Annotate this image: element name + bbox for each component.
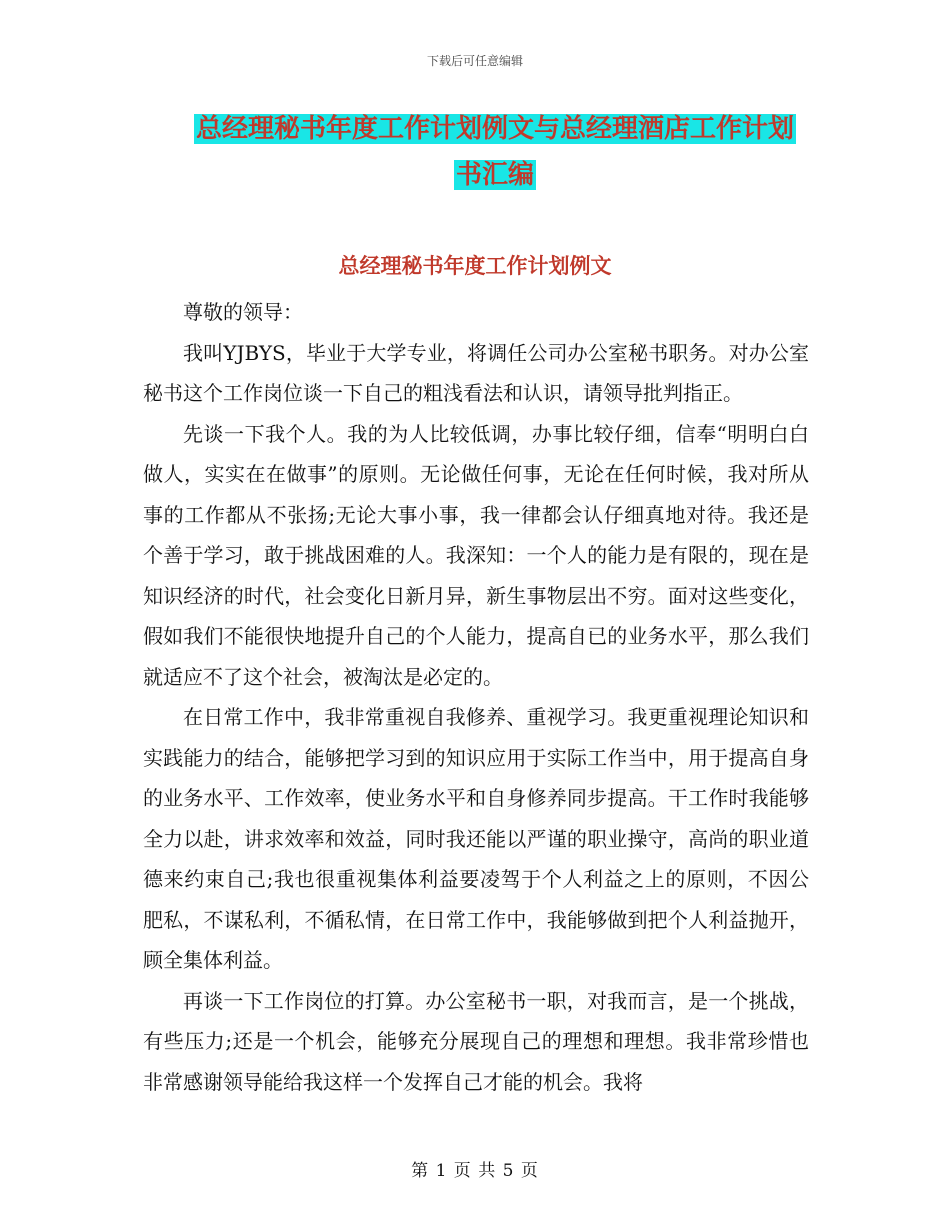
header-note: 下载后可任意编辑 [426,54,523,68]
document-title-line-1: 总经理秘书年度工作计划例文与总经理酒店工作计划 [195,114,794,144]
paragraph: 我叫YJBYS，毕业于大学专业，将调任公司办公室秘书职务。对办公室秘书这个工作岗位谈一下自己的粗浅看法和认识，请领导批判指正。 [143,340,809,405]
paragraph: 先谈一下我个人。我的为人比较低调，办事比较仔细，信奉“明明白白做人，实实在在做事”的原则。无论做任何事，无论在任何时候，我对所从事的工作都从不张扬;无论大事小事，我一律都会认仔细真地对待。我还是个善于学习，敢于挑战困难的人。我深知：一个人的能力是有限的，现在是知识经济的时代，社会变化日新月异，新生事物层出不穷。面对这些变化，假如我们不能很快地提升自己的个人能力，提高自已的业务水平，那么我们就适应不了这个社会，被淘汰是必定的。 [143,421,809,689]
section-title: 总经理秘书年度工作计划例文 [338,254,612,278]
page-number: 第 1 页 共 5 页 [411,1161,539,1181]
paragraph: 再谈一下工作岗位的打算。办公室秘书一职，对我而言，是一个挑战，有些压力;还是一个机会，能够充分展现自己的理想和理想。我非常珍惜也非常感谢领导能给我这样一个发挥自己才能的机会。我将 [143,988,809,1094]
document-title-line-2: 书汇编 [455,160,534,190]
document-title [180,106,810,198]
paragraph: 在日常工作中，我非常重视自我修养、重视学习。我更重视理论知识和实践能力的结合，能够把学习到的知识应用于实际工作当中，用于提高自身的业务水平、工作效率，使业务水平和自身修养同步提高。干工作时我能够全力以赴，讲求效率和效益，同时我还能以严谨的职业操守，高尚的职业道德来约束自己;我也很重视集体利益要凌驾于个人利益之上的原则，不因公肥私，不谋私利，不循私情，在日常工作中，我能够做到把个人利益抛开，顾全集体利益。 [143,705,809,972]
paragraph-salutation: 尊敬的领导： [183,300,303,324]
body-text [143,292,809,1102]
